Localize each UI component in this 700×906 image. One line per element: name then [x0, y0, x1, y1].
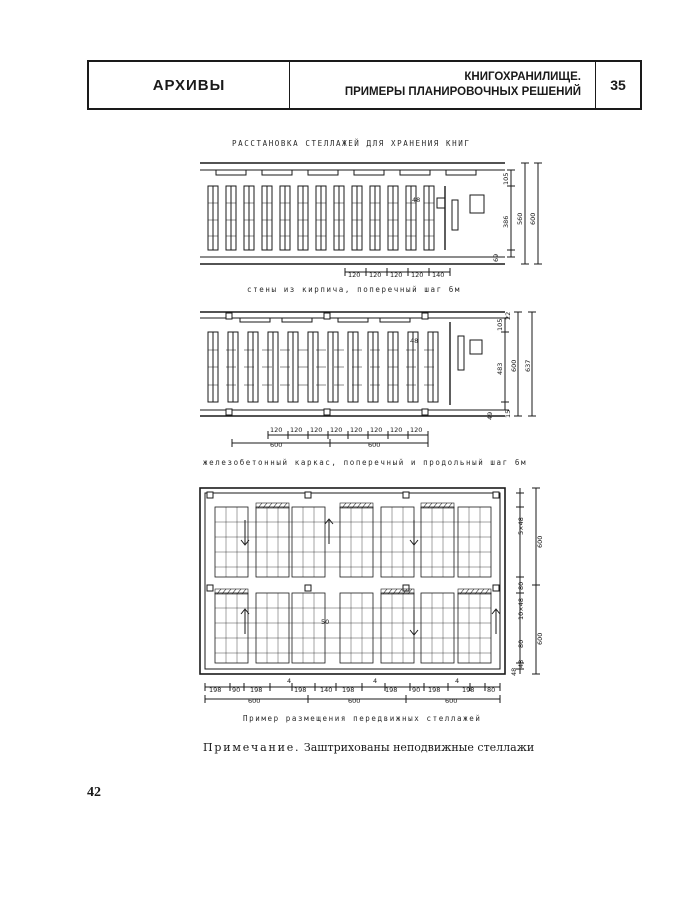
p3-bay-2: 600 — [348, 697, 361, 705]
p2-dim-6: 120 — [370, 426, 383, 434]
p1-dim-3: 120 — [390, 271, 403, 279]
p2-side-5: 15 — [504, 409, 512, 418]
plan-3-caption: Пример размещения передвижных стеллажей — [243, 714, 482, 723]
p1-dim-1: 120 — [348, 271, 361, 279]
p2-side-1: 22 — [504, 311, 512, 320]
p3-dim-2: 90 — [232, 686, 241, 694]
p2-side-2: 105 — [496, 318, 504, 331]
p3-side-2: 80 — [517, 581, 525, 590]
p2-dim-2: 120 — [290, 426, 303, 434]
p3-dim-12: 4 — [455, 677, 460, 685]
page-number: 42 — [87, 785, 101, 800]
plan-1-brick-walls — [200, 163, 542, 276]
p3-side-4: 80 — [517, 639, 525, 648]
plan-1-dim-labels — [348, 173, 537, 279]
plan-1-label: 48 — [412, 196, 421, 204]
note — [203, 741, 534, 754]
p1-side-5: 600 — [529, 212, 537, 225]
p3-dim-10: 90 — [412, 686, 421, 694]
p3-side-7: 600 — [536, 535, 544, 548]
p3-side-5: 48 — [517, 659, 525, 668]
note-prefix: Примечание. — [203, 741, 301, 754]
plan-1-caption: стены из кирпича, поперечный шаг 6м — [247, 285, 462, 294]
plan-2-caption: железобетонный каркас, поперечный и продольный шаг 6м — [203, 458, 528, 467]
p1-dim-5: 140 — [432, 271, 445, 279]
p3-dim-9: 198 — [385, 686, 398, 694]
p1-dim-4: 120 — [411, 271, 424, 279]
p3-dim-7: 198 — [342, 686, 355, 694]
p2-side-3: 483 — [496, 362, 504, 375]
header-title-line1: КНИГОХРАНИЛИЩЕ. — [464, 71, 581, 83]
p3-dim-13: 198 — [462, 686, 475, 694]
p3-dim-4: 4 — [287, 677, 292, 685]
p3-dim-8: 4 — [373, 677, 378, 685]
p1-dim-2: 120 — [369, 271, 382, 279]
p2-dim-3: 120 — [310, 426, 323, 434]
p1-side-2: 386 — [502, 215, 510, 228]
plan-2-concrete-frame — [200, 312, 536, 447]
note-text: Заштрихованы неподвижные стеллажи — [303, 741, 535, 754]
p2-side-7: 637 — [524, 359, 532, 372]
p2-bay-2: 600 — [368, 441, 381, 449]
p2-dim-8: 120 — [410, 426, 423, 434]
p3-dim-14: 80 — [487, 686, 496, 694]
p3-side-3: 10×48 — [517, 598, 525, 620]
p1-side-3: 69 — [492, 253, 500, 262]
p1-side-1: 105 — [502, 172, 510, 185]
p2-dim-5: 120 — [350, 426, 363, 434]
p2-dim-4: 120 — [330, 426, 343, 434]
p3-side-1: 5×48 — [517, 517, 525, 535]
p3-dim-5: 198 — [294, 686, 307, 694]
plan-3-mobile-shelving — [200, 488, 540, 703]
p3-dim-11: 198 — [428, 686, 441, 694]
p3-side-6: 48 — [510, 667, 518, 676]
header-title-line2: ПРИМЕРЫ ПЛАНИРОВОЧНЫХ РЕШЕНИЙ — [344, 86, 581, 98]
p3-dim-1: 198 — [209, 686, 222, 694]
p3-dim-3: 198 — [250, 686, 263, 694]
p3-side-8: 600 — [536, 632, 544, 645]
p3-bay-1: 600 — [248, 697, 261, 705]
p2-side-6: 600 — [510, 359, 518, 372]
p3-bay-3: 600 — [445, 697, 458, 705]
p2-dim-1: 120 — [270, 426, 283, 434]
p2-dim-7: 120 — [390, 426, 403, 434]
plan-3-label: 50 — [321, 618, 330, 626]
plan-2-label: 48 — [410, 337, 419, 345]
p1-side-4: 560 — [516, 212, 524, 225]
p2-side-4: 49 — [486, 411, 494, 420]
section-title: АРХИВЫ — [152, 76, 226, 94]
p3-dim-6: 140 — [320, 686, 333, 694]
header-page-number: 35 — [610, 77, 626, 93]
p2-bay-1: 600 — [270, 441, 283, 449]
figure-title: РАССТАНОВКА СТЕЛЛАЖЕЙ ДЛЯ ХРАНЕНИЯ КНИГ — [232, 139, 471, 148]
